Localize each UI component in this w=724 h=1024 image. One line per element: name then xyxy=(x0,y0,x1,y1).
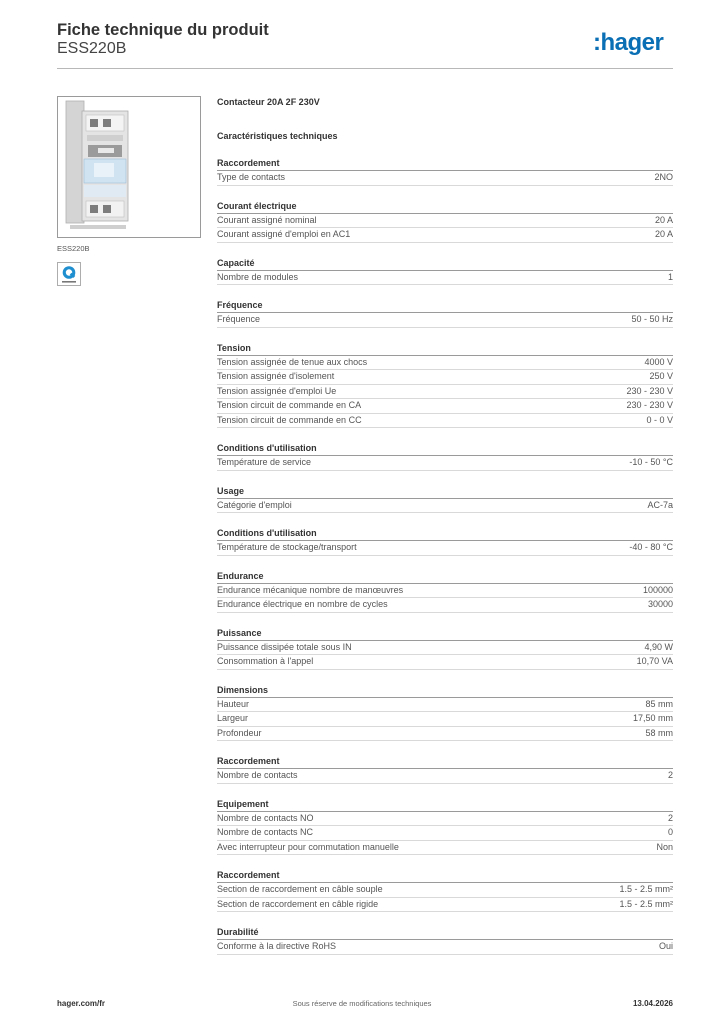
spec-value: 2 xyxy=(667,812,673,823)
footer-notice: Sous réserve de modifications techniques xyxy=(292,999,432,1008)
spec-row xyxy=(217,584,673,599)
spec-label: Tension circuit de commande en CA xyxy=(217,400,362,410)
product-reference: ESS220B xyxy=(57,40,127,57)
spec-label: Endurance électrique en nombre de cycles xyxy=(217,599,388,609)
hager-logo xyxy=(593,28,673,58)
spec-group xyxy=(217,869,673,912)
image-caption: ESS220B xyxy=(57,244,90,253)
spec-label: Avec interrupteur pour commutation manuelle xyxy=(217,841,399,852)
spec-value: 20 A xyxy=(654,229,673,239)
spec-group xyxy=(217,798,673,856)
spec-label: Nombre de contacts NC xyxy=(217,827,314,837)
spec-row xyxy=(217,698,673,713)
spec-label: Hauteur xyxy=(217,698,250,709)
spec-group-title: Conditions d'utilisation xyxy=(217,442,673,456)
spec-value: 230 - 230 V xyxy=(626,400,673,410)
spec-group-title: Raccordement xyxy=(217,157,673,171)
spec-group-title: Puissance xyxy=(217,627,673,641)
spec-value: 50 - 50 Hz xyxy=(631,314,673,324)
spec-group-title: Dimensions xyxy=(217,684,673,698)
spec-label: Catégorie d'emploi xyxy=(217,499,292,510)
spec-label: Tension assignée de tenue aux chocs xyxy=(217,356,368,367)
spec-group-title: Endurance xyxy=(217,570,673,584)
spec-row xyxy=(217,883,673,898)
spec-value: 4,90 W xyxy=(644,641,673,652)
spec-row xyxy=(217,171,673,186)
footer-website: hager.com/fr xyxy=(57,999,106,1008)
spec-group xyxy=(217,755,673,784)
spec-group-title: Usage xyxy=(217,485,673,499)
spec-value: 0 xyxy=(667,827,673,837)
spec-label: Section de raccordement en câble rigide xyxy=(217,898,379,909)
spec-value: Non xyxy=(656,841,673,852)
spec-label: Température de stockage/transport xyxy=(217,542,357,552)
spec-value: 0 - 0 V xyxy=(646,414,673,425)
spec-row xyxy=(217,769,673,784)
spec-label: Température de service xyxy=(217,457,312,467)
spec-row xyxy=(217,826,673,841)
spec-group xyxy=(217,157,673,186)
spec-row xyxy=(217,399,673,414)
spec-label: Courant assigné nominal xyxy=(217,214,317,225)
spec-label: Endurance mécanique nombre de manœuvres xyxy=(217,584,404,595)
spec-row xyxy=(217,898,673,913)
spec-value: -40 - 80 °C xyxy=(629,542,673,552)
spec-row xyxy=(217,313,673,328)
spec-group xyxy=(217,684,673,742)
spec-label: Profondeur xyxy=(217,727,262,738)
spec-label: Consommation à l'appel xyxy=(217,656,314,666)
spec-group-title: Raccordement xyxy=(217,755,673,769)
quality-q-icon xyxy=(57,262,81,286)
contactor-image xyxy=(58,97,200,237)
spec-label: Nombre de contacts NO xyxy=(217,812,314,823)
spec-group-title: Courant électrique xyxy=(217,200,673,214)
spec-label: Fréquence xyxy=(217,314,261,324)
spec-group xyxy=(217,485,673,514)
spec-value: 85 mm xyxy=(645,698,673,709)
spec-row xyxy=(217,228,673,243)
spec-label: Conforme à la directive RoHS xyxy=(217,941,337,951)
spec-group xyxy=(217,527,673,556)
spec-group xyxy=(217,200,673,243)
spec-row xyxy=(217,370,673,385)
spec-value: 20 A xyxy=(654,214,673,225)
spec-group xyxy=(217,442,673,471)
spec-row xyxy=(217,655,673,670)
spec-row xyxy=(217,414,673,429)
spec-group xyxy=(217,299,673,328)
spec-value: 30000 xyxy=(647,599,673,609)
spec-label: Puissance dissipée totale sous IN xyxy=(217,641,352,652)
spec-groups xyxy=(217,157,673,955)
spec-group-title: Conditions d'utilisation xyxy=(217,527,673,541)
footer-date: 13.04.2026 xyxy=(632,999,673,1008)
spec-value: 10,70 VA xyxy=(636,656,673,666)
spec-heading: Caractéristiques techniques xyxy=(217,131,338,141)
product-description: Contacteur 20A 2F 230V xyxy=(217,97,320,107)
spec-row xyxy=(217,456,673,471)
spec-value: 4000 V xyxy=(644,356,673,367)
spec-label: Courant assigné d'emploi en AC1 xyxy=(217,229,351,239)
spec-value: 1 xyxy=(667,271,673,282)
spec-row xyxy=(217,541,673,556)
spec-group-title: Fréquence xyxy=(217,299,673,313)
spec-group-title: Raccordement xyxy=(217,869,673,883)
spec-value: -10 - 50 °C xyxy=(629,457,673,467)
spec-section xyxy=(217,95,673,955)
spec-group xyxy=(217,627,673,670)
spec-group xyxy=(217,926,673,955)
spec-label: Tension circuit de commande en CC xyxy=(217,414,362,425)
header-divider xyxy=(57,68,673,69)
spec-value: 100000 xyxy=(642,584,673,595)
spec-row xyxy=(217,385,673,400)
spec-row xyxy=(217,841,673,856)
spec-row xyxy=(217,499,673,514)
spec-label: Tension assignée d'emploi Ue xyxy=(217,385,337,396)
spec-label: Nombre de contacts xyxy=(217,770,298,780)
spec-label: Tension assignée d'isolement xyxy=(217,371,335,381)
spec-value: 250 V xyxy=(649,371,673,381)
spec-row xyxy=(217,356,673,371)
spec-value: 2 xyxy=(667,770,673,780)
spec-group xyxy=(217,570,673,613)
spec-row xyxy=(217,712,673,727)
spec-label: Section de raccordement en câble souple xyxy=(217,884,383,894)
spec-value: 230 - 230 V xyxy=(626,385,673,396)
spec-value: AC-7a xyxy=(647,499,673,510)
spec-label: Nombre de modules xyxy=(217,271,299,282)
spec-row xyxy=(217,641,673,656)
spec-row xyxy=(217,812,673,827)
spec-value: 17,50 mm xyxy=(632,713,673,723)
spec-group xyxy=(217,342,673,429)
spec-group-title: Equipement xyxy=(217,798,673,812)
spec-row xyxy=(217,727,673,742)
spec-value: 1.5 - 2.5 mm² xyxy=(619,898,673,909)
spec-value: 1.5 - 2.5 mm² xyxy=(619,884,673,894)
product-image-frame xyxy=(57,96,201,238)
spec-value: Oui xyxy=(658,941,673,951)
spec-label: Type de contacts xyxy=(217,172,286,182)
spec-row xyxy=(217,214,673,229)
spec-group-title: Tension xyxy=(217,342,673,356)
spec-value: 2NO xyxy=(654,172,673,182)
spec-row xyxy=(217,271,673,286)
page-title: Fiche technique du produit xyxy=(57,21,269,39)
logo-text: :hager xyxy=(593,29,664,56)
spec-row xyxy=(217,940,673,955)
spec-group-title: Durabilité xyxy=(217,926,673,940)
spec-value: 58 mm xyxy=(645,727,673,738)
spec-row xyxy=(217,598,673,613)
spec-label: Largeur xyxy=(217,713,249,723)
spec-group xyxy=(217,257,673,286)
spec-group-title: Capacité xyxy=(217,257,673,271)
